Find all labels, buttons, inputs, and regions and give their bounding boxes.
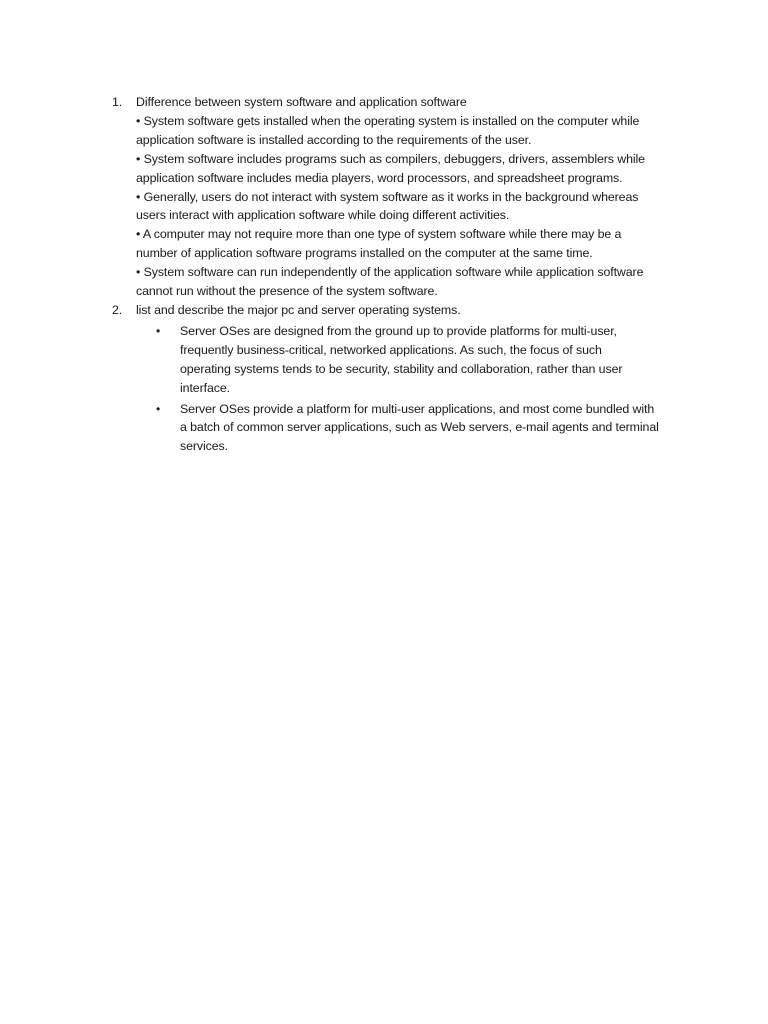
bullet-line: a batch of common server applications, such as Web servers, e-mail agents and terminal [180, 420, 659, 435]
bullet-glyph: • [156, 401, 161, 416]
item1-line: • Generally, users do not interact with system software as it works in the background whereas [136, 189, 639, 204]
document-body [112, 93, 682, 458]
item1-line: cannot run without the presence of the system software. [136, 284, 438, 299]
list-number: 2. [112, 302, 123, 317]
list-item-2 [112, 301, 682, 456]
bullet-line: Server OSes are designed from the ground up to provide platforms for multi-user, [180, 323, 617, 338]
bullet-line: frequently business-critical, networked applications. As such, the focus of such [180, 342, 602, 357]
item1-line: application software includes media players, word processors, and spreadsheet programs. [136, 170, 623, 185]
item1-line: • A computer may not require more than one type of system software while there may be a [136, 227, 622, 242]
item1-heading: Difference between system software and application software [136, 95, 467, 109]
item1-line: number of application software programs installed on the computer at the same time. [136, 246, 593, 261]
bullet-list [156, 322, 682, 456]
list-number: 1. [112, 95, 123, 109]
item1-line: • System software gets installed when the operating system is installed on the computer while [136, 113, 640, 128]
item1-line: application software is installed according to the requirements of the user. [136, 132, 532, 147]
item1-line: • System software can run independently of the application software while application software [136, 265, 644, 280]
bullet-item [156, 400, 682, 457]
item1-line: users interact with application software while doing different activities. [136, 208, 510, 223]
bullet-line: Server OSes provide a platform for multi-user applications, and most come bundled with [180, 401, 655, 416]
bullet-line: interface. [180, 380, 230, 395]
bullet-item [156, 322, 682, 398]
list-item-1 [112, 93, 682, 301]
bullet-glyph: • [156, 323, 161, 338]
item2-heading: list and describe the major pc and server operating systems. [136, 302, 461, 317]
bullet-line: services. [180, 439, 228, 454]
item1-line: • System software includes programs such as compilers, debuggers, drivers, assemblers while [136, 151, 645, 166]
bullet-line: operating systems tends to be security, stability and collaboration, rather than user [180, 361, 623, 376]
